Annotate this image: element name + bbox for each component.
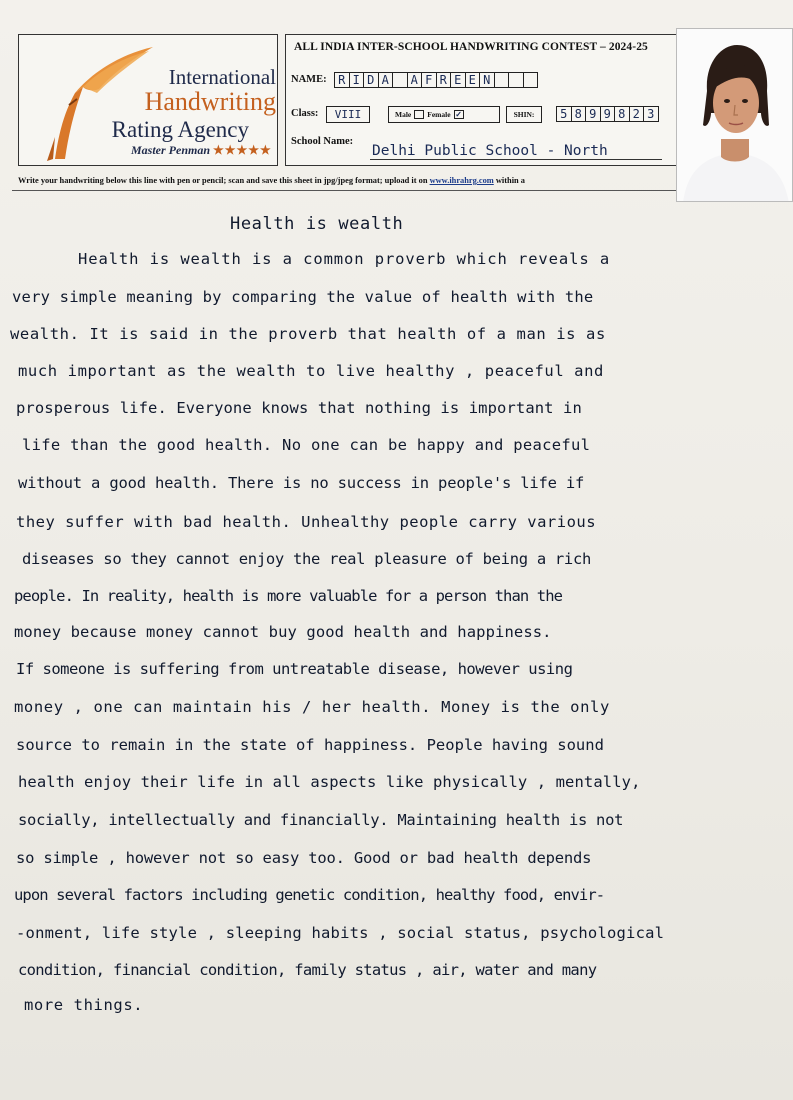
shin-digit-cell[interactable]: 9 xyxy=(585,106,601,122)
essay-line: condition, financial condition, family status , air, water and many xyxy=(18,961,597,979)
name-char-cell[interactable]: F xyxy=(421,72,437,88)
essay-line: life than the good health. No one can be happy and peaceful xyxy=(22,436,591,454)
name-char-cell[interactable] xyxy=(508,72,524,88)
name-char-cell[interactable]: I xyxy=(349,72,365,88)
name-char-cell[interactable] xyxy=(523,72,539,88)
participant-portrait-image xyxy=(677,29,793,202)
name-char-cell[interactable]: N xyxy=(479,72,495,88)
class-label: Class: xyxy=(291,108,319,119)
agency-name-line2: Handwriting xyxy=(144,87,276,116)
essay-line: source to remain in the state of happiness. People having sound xyxy=(16,736,604,754)
essay-line: they suffer with bad health. Unhealthy people carry various xyxy=(16,513,597,531)
shin-digit-cell[interactable]: 8 xyxy=(614,106,630,122)
writing-start-divider xyxy=(12,190,676,191)
agency-logo-box xyxy=(18,34,278,166)
shin-digit-cell[interactable]: 9 xyxy=(600,106,616,122)
name-char-cell[interactable]: R xyxy=(436,72,452,88)
participant-photo xyxy=(676,28,793,202)
essay-line: so simple , however not so easy too. Good or bad health depends xyxy=(16,849,592,867)
essay-line: without a good health. There is no success in people's life if xyxy=(18,474,585,492)
name-char-cell[interactable]: A xyxy=(407,72,423,88)
instruction-text: Write your handwriting below this line with pen or pencil; scan and save this sheet in jpg/jpeg format; upload it on xyxy=(18,176,430,185)
rating-stars: ★★★★★ xyxy=(213,143,272,157)
name-char-cell[interactable]: R xyxy=(334,72,350,88)
shin-digit-cell[interactable]: 8 xyxy=(571,106,587,122)
shin-digit-cell[interactable]: 3 xyxy=(643,106,659,122)
name-char-cell[interactable]: E xyxy=(450,72,466,88)
female-label: Female xyxy=(427,110,451,119)
shin-field[interactable] xyxy=(556,106,658,122)
essay-line: health enjoy their life in all aspects like physically , mentally, xyxy=(18,773,641,791)
instruction-link[interactable]: www.ihrahrg.com xyxy=(429,176,494,185)
essay-line: If someone is suffering from untreatable disease, however using xyxy=(16,660,573,678)
gender-field xyxy=(388,106,500,123)
essay-line: wealth. It is said in the proverb that health of a man is as xyxy=(10,325,606,343)
essay-line: very simple meaning by comparing the value of health with the xyxy=(12,288,594,306)
name-char-cell[interactable]: A xyxy=(378,72,394,88)
essay-line: socially, intellectually and financially. Maintaining health is not xyxy=(18,811,624,829)
essay-line: people. In reality, health is more valuable for a person than the xyxy=(14,587,563,605)
name-char-cell[interactable] xyxy=(494,72,510,88)
name-char-cell[interactable]: D xyxy=(363,72,379,88)
essay-line: upon several factors including genetic condition, healthy food, envir- xyxy=(14,886,605,904)
name-field[interactable] xyxy=(334,72,537,88)
essay-line: money , one can maintain his / her health. Money is the only xyxy=(14,698,610,716)
essay-line: -onment, life style , sleeping habits , social status, psychological xyxy=(16,924,665,942)
male-checkbox[interactable] xyxy=(414,110,424,119)
upload-instruction xyxy=(18,176,673,185)
agency-name-line3: Rating Agency xyxy=(111,117,249,142)
class-field[interactable]: VIII xyxy=(326,106,370,123)
female-checkbox[interactable]: ✓ xyxy=(455,110,462,119)
shin-digit-cell[interactable]: 2 xyxy=(629,106,645,122)
name-char-cell[interactable] xyxy=(392,72,408,88)
instruction-text-end: within a xyxy=(493,176,525,185)
name-label: NAME: xyxy=(291,74,327,85)
essay-line: money because money cannot buy good health and happiness. xyxy=(14,623,552,641)
contest-title: ALL INDIA INTER-SCHOOL HANDWRITING CONTEST – 2024-25 xyxy=(294,41,648,53)
male-label: Male xyxy=(395,110,412,119)
essay-line: prosperous life. Everyone knows that nothing is important in xyxy=(16,399,582,417)
essay-line: much important as the wealth to live healthy , peaceful and xyxy=(18,362,604,380)
name-char-cell[interactable]: E xyxy=(465,72,481,88)
essay-line: more things. xyxy=(24,996,144,1014)
shin-digit-cell[interactable]: 5 xyxy=(556,106,572,122)
agency-name-line1: International xyxy=(168,65,276,89)
school-name-label: School Name: xyxy=(291,136,354,147)
master-penman-text: Master Penman xyxy=(131,143,211,157)
school-name-field[interactable]: Delhi Public School - North xyxy=(370,143,662,160)
essay-line: diseases so they cannot enjoy the real pleasure of being a rich xyxy=(22,550,592,568)
participant-form xyxy=(285,34,677,166)
essay-title: Health is wealth xyxy=(230,214,404,234)
shin-label: SHIN: xyxy=(506,106,542,123)
essay-line: Health is wealth is a common proverb which reveals a xyxy=(78,250,611,268)
master-penman-tagline xyxy=(131,143,271,158)
